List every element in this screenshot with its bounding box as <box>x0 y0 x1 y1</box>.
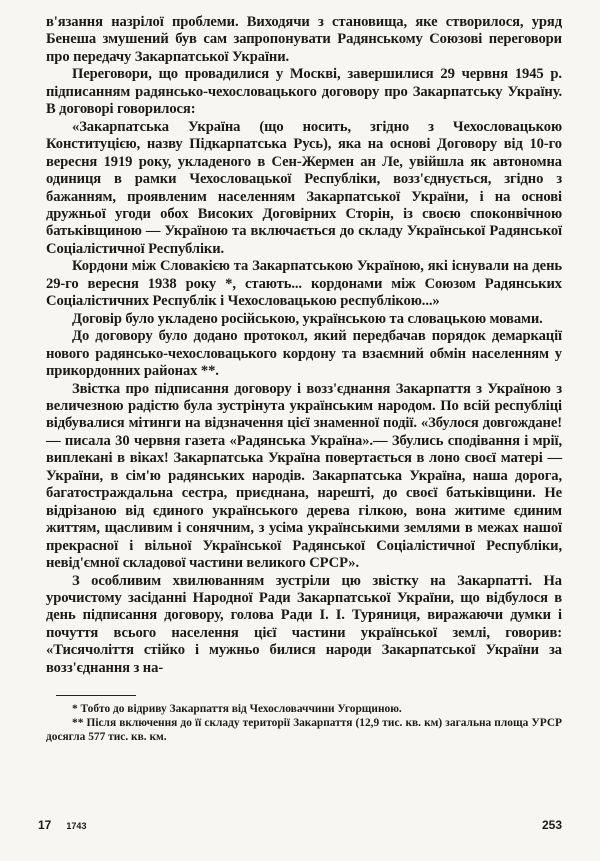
paragraph: в'язання назрілої проблеми. Виходячи з становища, яке створилося, уряд Бенеша змушений був сам запропонувати Радянському Союзові переговори про передачу Закарпатської України. <box>46 14 562 65</box>
footnote: * Тобто до відриву Закарпаття від Чехословаччини Угорщиною. <box>72 703 402 716</box>
paragraph: Звістка про підписання договору і возз'єднання Закарпаття з Україною з величезною радістю була зустрінута українським народом. По всій республіці відбувалися мітинги на відзначення цієї знаменної події. «Збулося довгождане! — писала 30 червня газета «Радянська Україна».— Збулись сподівання і мрії, виплекані в віках! Закарпатська Україна повертається в лоно своєї матері — України, в сім'ю радянських народів. Закарпатська Україна, наша дорога, багатостраждальна сестра, приєднана, нарешті, до своєї батьківщини. Не відрізаною від єдиного українського дерева гілкою, вона житиме єдиним життям, щасливим і сонячним, з усіма українськими землями в межах нашої прекрасної і вільної Української Радянської Соціалістичної Республіки, невід'ємної складової частини великого СРСР». <box>46 380 562 572</box>
footnotes <box>46 702 562 744</box>
footnote-divider <box>56 695 136 696</box>
printer-signature <box>38 818 86 832</box>
paragraph: Переговори, що провадилися у Москві, завершилися 29 червня 1945 р. підписанням радянсько-чехословацького договору про Закарпатську Україну. В договорі говорилося: <box>46 66 562 118</box>
paragraph: З особливим хвилюванням зустріли цю звістку на Закарпатті. На урочистому засіданні Народної Ради Закарпатської України, що відбулося в день підписання договору, голова Ради І. І. Туряниця, виражаючи думки і почуття всього населення цієї частини української землі, говорив: «Тисячоліття стійко і мужньо билися народи Закарпатської України за возз'єднання з на- <box>46 572 562 676</box>
signature-number: 17 <box>38 818 52 832</box>
page-number: 253 <box>541 818 562 832</box>
treaty-quote: «Закарпатська Україна (що носить, згідно з Чехословацькою Конституцією, назву Підкарпатська Русь), яка на основі Договору від 10-го вересня 1919 року, укладеного в Сен-Жермен ан Ле, увійшла як автономна одиниця в рамки Чехословацької Республіки, возз'єднується, згідно з бажанням, проявленим населенням Закарпатської України, і на основі дружньої угоди обох Високих Договірних Сторін, із своєю споконвічною батьківщиною — Україною та включається до складу Української Радянської Соціалістичної Республіки. <box>46 118 562 257</box>
footnote: ** Після включення до її складу території Закарпаття (12,9 тис. кв. км) загальна площа УРСР досягла 577 тис. кв. км. <box>46 717 562 744</box>
signature-code: 1743 <box>66 821 87 831</box>
treaty-quote: Кордони між Словакією та Закарпатською Україною, які існували на день 29-го вересня 1938 року *, стають... кордонами між Союзом Радянських Соціалістичних Республік і Чехословацькою республікою...» <box>46 258 562 310</box>
main-text <box>46 14 562 677</box>
paragraph: Договір було укладено російською, українською та словацькою мовами. <box>72 310 543 327</box>
paragraph: До договору було додано протокол, який передбачав порядок демаркації нового радянсько-чехословацького кордону та взаємний обмін населенням у прикордонних районах **. <box>46 328 562 380</box>
